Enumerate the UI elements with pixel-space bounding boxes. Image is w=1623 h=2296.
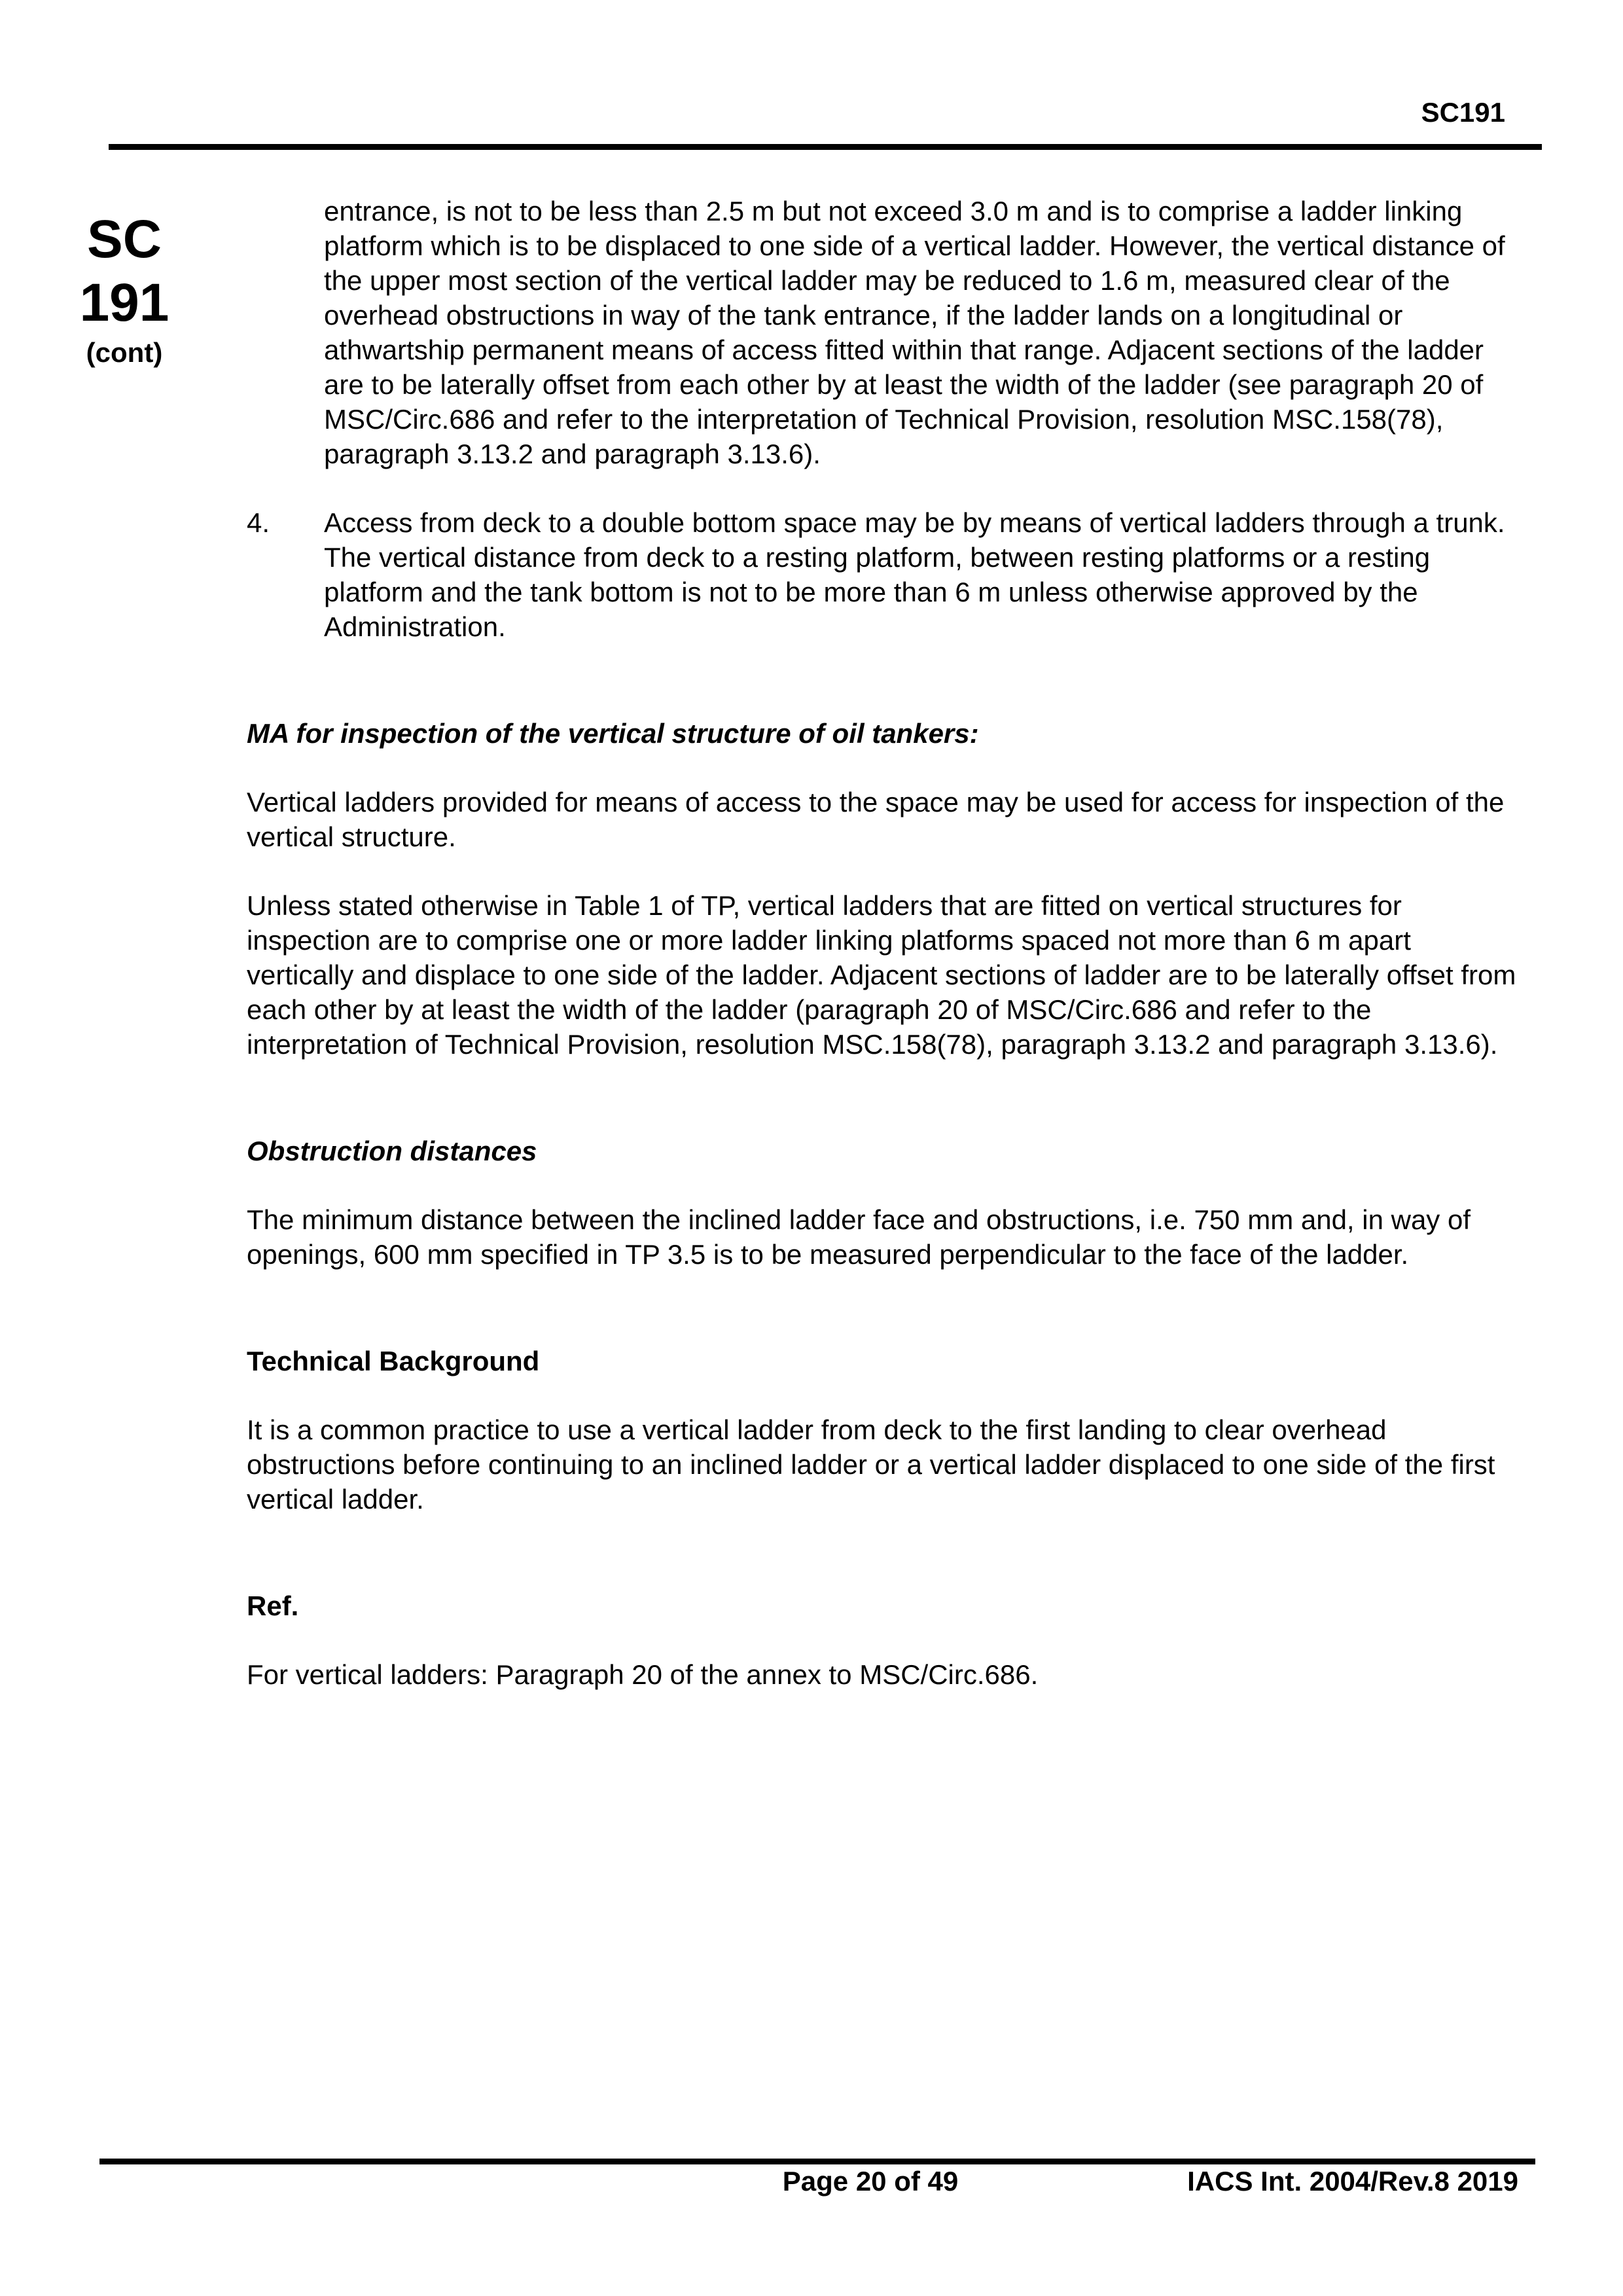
ref-paragraph: For vertical ladders: Paragraph 20 of the annex to MSC/Circ.686. — [247, 1659, 1039, 1690]
header-document-code: SC191 — [1421, 97, 1505, 128]
ma-paragraph-1: Vertical ladders provided for means of access to the space may be used for access for inspection of the vertical structure. — [247, 787, 1505, 852]
margin-tag-line2: 191 — [79, 273, 169, 332]
numbered-item-4 — [247, 505, 1516, 644]
technical-background-paragraph: It is a common practice to use a vertical ladder from deck to the first landing to clear overhead obstructions before continuing to an inclined ladder or a vertical ladder displaced to one side of the first vertical ladder. — [247, 1414, 1495, 1515]
obstruction-paragraph: The minimum distance between the inclined ladder face and obstructions, i.e. 750 mm and, in way of openings, 600 mm specified in TP 3.5 is to be measured perpendicular to the face of the ladder. — [247, 1204, 1471, 1270]
margin-tag-line3: (cont) — [86, 337, 163, 368]
footer-page-number: Page 20 of 49 — [782, 2166, 959, 2197]
section-heading-technical-background: Technical Background — [247, 1346, 540, 1376]
item-number: 4. — [247, 507, 270, 538]
item-text: Access from deck to a double bottom space may be by means of vertical ladders through a trunk. The vertical distance from deck to a resting platform, between resting platforms or a resting platform and the tank bottom is not to be more than 6 m unless otherwise approved by the Administration. — [324, 507, 1505, 642]
ma-paragraph-2: Unless stated otherwise in Table 1 of TP, vertical ladders that are fitted on vertical structures for inspection are to comprise one or more ladder linking platforms spaced not more than 6 m apart vertically and displace to one side of the ladder. Adjacent sections of ladder are to be laterally offset from each other by at least the width of the ladder (paragraph 20 of MSC/Circ.686 and refer to the interpretation of Technical Provision, resolution MSC.158(78), paragraph 3.13.2 and paragraph 3.13.6). — [247, 890, 1516, 1060]
section-heading-ma-inspection: MA for inspection of the vertical structure of oil tankers: — [247, 718, 979, 749]
margin-section-tag — [65, 208, 183, 370]
header-rule — [109, 144, 1542, 150]
section-heading-ref: Ref. — [247, 1590, 299, 1621]
continuation-paragraph: entrance, is not to be less than 2.5 m but not exceed 3.0 m and is to comprise a ladder linking platform which is to be displaced to one side of a vertical ladder. However, the vertical distance of the upper most section of the vertical ladder may be reduced to 1.6 m, measured clear of the overhead obstructions in way of the tank entrance, if the ladder lands on a longitudinal or athwartship permanent means of access fitted within that range. Adjacent sections of the ladder are to be laterally offset from each other by at least the width of the ladder (see paragraph 20 of MSC/Circ.686 and refer to the interpretation of Technical Provision, resolution MSC.158(78), paragraph 3.13.2 and paragraph 3.13.6). — [324, 196, 1505, 469]
footer-document-reference: IACS Int. 2004/Rev.8 2019 — [1187, 2166, 1518, 2197]
document-body — [247, 194, 1516, 1692]
section-heading-obstruction: Obstruction distances — [247, 1136, 537, 1166]
margin-tag-line1: SC — [87, 209, 162, 269]
